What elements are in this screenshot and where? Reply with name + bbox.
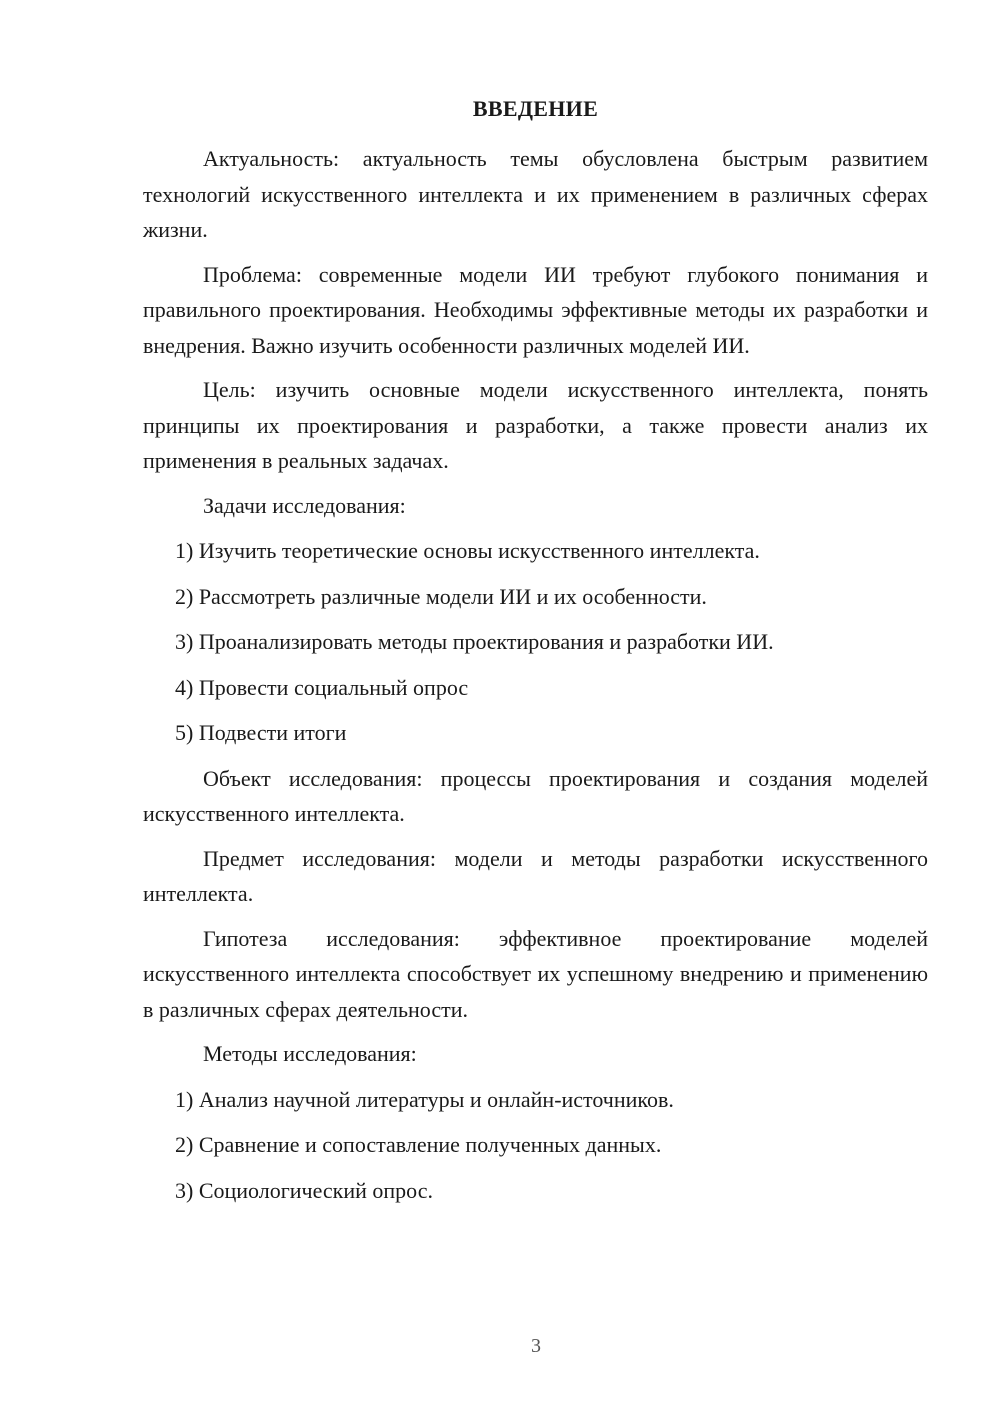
relevance-paragraph: Актуальность: актуальность темы обусловлена быстрым развитием технологий искусственного интеллекта и их применением в различных сферах жизни. [143, 146, 928, 242]
tasks-list [143, 533, 928, 751]
page-content [143, 94, 928, 1218]
page-number: 3 [531, 1335, 541, 1357]
section-title: ВВЕДЕНИЕ [472, 96, 599, 121]
method-item: 2) Сравнение и сопоставление полученных данных. [175, 1132, 662, 1157]
tasks-heading: Задачи исследования: [203, 492, 406, 518]
problem-paragraph: Проблема: современные модели ИИ требуют глубокого понимания и правильного проектирования. Необходимы эффективные методы их разработки и внедрения. Важно изучить особенности различных моделей ИИ. [143, 261, 928, 358]
methods-heading: Методы исследования: [203, 1041, 417, 1066]
hypothesis-paragraph: Гипотеза исследования: эффективное проектирование моделей искусственного интеллекта способствует их успешному внедрению и применению в различных сферах деятельности. [143, 925, 928, 1022]
goal-paragraph: Цель: изучить основные модели искусственного интеллекта, понять принципы их проектирования и разработки, а также провести анализ их применения в реальных задачах. [143, 377, 928, 473]
task-item: 3) Проанализировать методы проектирования и разработки ИИ. [175, 629, 774, 654]
task-item: 1) Изучить теоретические основы искусственного интеллекта. [175, 538, 760, 563]
method-item: 3) Социологический опрос. [175, 1177, 433, 1203]
task-item: 5) Подвести итоги [175, 720, 347, 745]
task-item: 2) Рассмотреть различные модели ИИ и их особенности. [175, 583, 707, 609]
object-paragraph: Объект исследования: процессы проектирования и создания моделей искусственного интеллекта. [143, 765, 928, 826]
subject-paragraph: Предмет исследования: модели и методы разработки искусственного интеллекта. [143, 845, 928, 906]
methods-list [143, 1082, 928, 1209]
method-item: 1) Анализ научной литературы и онлайн-источников. [175, 1086, 674, 1112]
task-item: 4) Провести социальный опрос [175, 674, 469, 700]
